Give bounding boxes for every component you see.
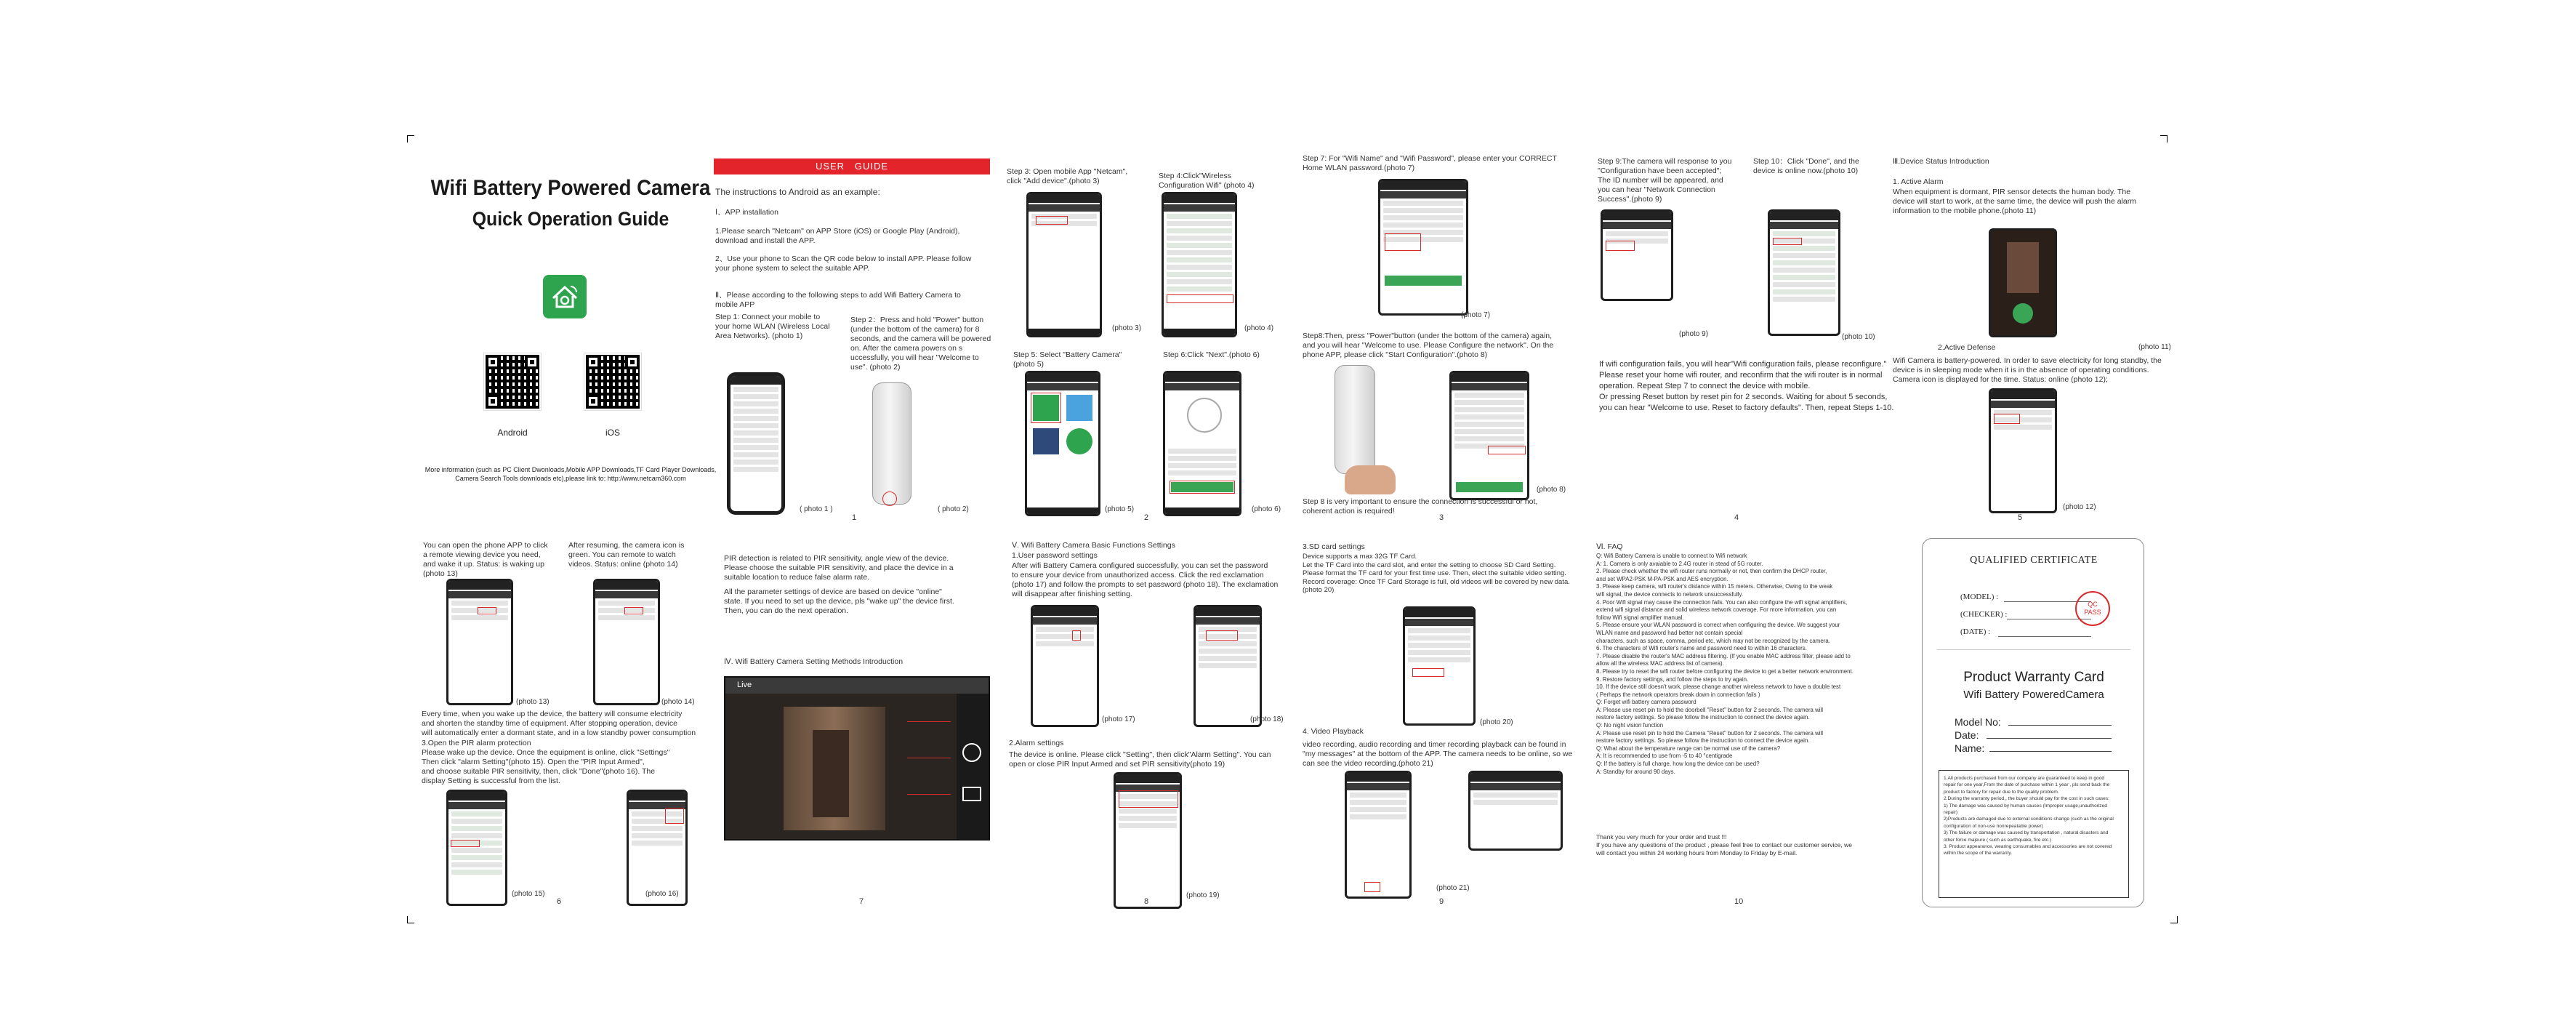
doorway-image bbox=[813, 730, 849, 817]
phone-screenshot-13 bbox=[446, 579, 513, 705]
password-settings-text: After wifi Battery Camera configured successfully, you can set the password to ensure your device from unauthorized access. Click the red exclamation (photo 17) and follow the prompts to set password (photo 18). The exclamation will disappear after finishing setting. bbox=[1012, 561, 1279, 598]
phone-screenshot-16 bbox=[627, 790, 688, 906]
faq-text: Q: Wifi Battery Camera is unable to connect to Wifi network A: 1. Camera is only avaiable to 2.4G router in stead of 5G router. 2. Please check whether the wifi router runs normally or not, then confirm the DHCP router, and set WPA2-PSK M-PA-PSK and AES encryption. 3. Please keep camera, wifi router's distance within 15 meters. Otherwise, Owing to the weak wifi signal, the device connects to network unsuccessfully. 4. Poor Wifi signal may cause the connection fails. You can also configure the wifi signal amplifiers, extend wifi signal distance and solid wireless network coverage. For more information, you can follow Wifi signal amplifier manual. 5. Please ensure your WLAN password is correct when configuring the device. We suggest your WLAN name and password had better not contain special characters, such as space, comma, period etc, which may not be recognized by the camera. 6. The characters of Wifi router's name and password need to within 16 characters. 7. Please disable the router's MAC address filtering. (If you enable MAC address filter, please add to allow all the wireless MAC address list of camera). 8. Please try to reset the wifi router before configuring the device to get a better network environment. 9. Restore factory settings, and follow the steps to try again. 10. If the device still doesn't work, please change another wireless network to have a double test ( Perhaps the network operators break down in connection fails ) Q: Forget wifi battery camera password A: Please use reset pin to hold the doorbell "Reset" button for 2 seconds. The camera will restore factory settings. So please follow the instruction to connect the device again. Q: No night vision function A: Please use reset pin to hold the Camera "Reset" button for 2 seconds. The camera will restore factory settings. So please follow the instruction to connect the device again. Q: What about the temperature range can be normal use of the camera? A: It is recommended to use from -5 to 40 °centigrade Q: If the battery is full charge, how long the device can be used? A: Standby for around 90 days. bbox=[1596, 553, 1853, 775]
step8-note: Step 8 is very important to ensure the connection is successful or not, coherent action is required! bbox=[1303, 497, 1538, 516]
camera-type-icon bbox=[1066, 395, 1092, 421]
add-camera-heading: Ⅱ、Please according to the following steps to add Wifi Battery Camera to mobile APP bbox=[715, 291, 961, 309]
photo18-caption: (photo 18) bbox=[1250, 715, 1284, 723]
warranty-terms-text: 1.All products purchased from our company are guaranteed to keep in good repair for one year,From the date of purchase within 1 year , pls send back the product to factory for repair due to the quality problem. 2.During the warranty period,, the buyer should pay for the cost in such cases: 1) The damage was caused by human causes (Improper usage,unauthorized repair) 2)Products are damaged due to external conditions change (such as the original configuration of non-use nonrepeatable power) 3) The failure or damage was caused by transportation , natural disasters and other force majeure ( such as earthquake, fire etc.) 3. Product appearance, wearing consumables and accessories are not covered within the scope of the warranty. bbox=[1944, 776, 2114, 857]
photo9-caption: (photo 9) bbox=[1679, 330, 1709, 338]
live-label: Live bbox=[737, 681, 752, 689]
certificate-title: QUALIFIED CERTIFICATE bbox=[1970, 555, 2098, 566]
sd-card-text: Device supports a max 32G TF Card. Let the TF Card into the card slot, and enter the setting to choose SD Card Setting. Please format the TF card for your first time use. Then, elect the suitable video setting. Record coverage: Once TF Card Storage is full, old videos will be covered by new data. (photo 20) bbox=[1303, 553, 1570, 594]
step3-text: Step 3: Open mobile App "Netcam", click "Add device".(photo 3) bbox=[1007, 167, 1128, 185]
wake-device-text: You can open the phone APP to click a remote viewing device you need, and wake it up. Status: is waking up (photo 13) bbox=[423, 541, 548, 578]
standby-text: Every time, when you wake up the device, the battery will consume electricity and shorten the standby time of equipment. After stopping operation, device will automatically enter a dormant state, and in a low standby power consumption bbox=[422, 710, 696, 737]
page-number: 3 bbox=[1439, 513, 1444, 522]
warranty-title: Product Warranty Card bbox=[1963, 670, 2104, 685]
parameter-settings-text: All the parameter settings of device are based on device "online" state. If you need to set up the device, pls "wake up" the device first. Then, you can do the next operation. bbox=[724, 587, 954, 615]
phone-screenshot-3 bbox=[1026, 192, 1102, 337]
photo1-caption: ( photo 1 ) bbox=[800, 505, 833, 513]
warranty-subtitle: Wifi Battery PoweredCamera bbox=[1963, 689, 2104, 701]
cover-subtitle: Quick Operation Guide bbox=[472, 208, 669, 230]
qc-pass-stamp bbox=[2075, 591, 2110, 626]
stamp-text: QC PASS bbox=[2084, 601, 2101, 616]
phone-screenshot-20 bbox=[1403, 606, 1476, 726]
setting-methods-heading: Ⅳ. Wifi Battery Camera Setting Methods Introduction bbox=[724, 657, 903, 666]
photo5-caption: (photo 5) bbox=[1105, 505, 1135, 513]
page-number: 6 bbox=[557, 897, 562, 906]
photo6-caption: (photo 6) bbox=[1252, 505, 1281, 513]
record-icon bbox=[962, 787, 981, 801]
phone-screenshot-6 bbox=[1163, 371, 1241, 516]
phone-screenshot-9 bbox=[1601, 209, 1673, 301]
crop-mark bbox=[2160, 135, 2168, 143]
step10-text: Step 10：Click "Done", and the device is online now.(photo 10) bbox=[1753, 157, 1859, 175]
camera-device-image bbox=[1335, 365, 1375, 474]
door-image bbox=[2007, 242, 2039, 293]
crop-mark bbox=[407, 916, 414, 923]
step1-text: Step 1: Connect your mobile to your home WLAN (Wireless Local Area Networks). (photo 1) bbox=[715, 313, 830, 340]
step7-text: Step 7: For "Wifi Name" and "Wifi Password", please enter your CORRECT Home WLAN password.(photo 7) bbox=[1303, 154, 1557, 172]
user-guide-banner bbox=[714, 159, 990, 174]
step6-text: Step 6:Click "Next".(photo 6) bbox=[1163, 350, 1260, 359]
photo17-caption: (photo 17) bbox=[1102, 715, 1135, 723]
camera-type-icon bbox=[1033, 428, 1059, 454]
pir-protection-title: 3.Open the PIR alarm protection bbox=[422, 739, 531, 747]
alarm-settings-text: The device is online. Please click "Setting", then click"Alarm Setting". You can open or close PIR Input Armed and set PIR sensitivity(photo 19) bbox=[1009, 750, 1271, 769]
active-defense-title: 2.Active Defense bbox=[1938, 343, 1996, 352]
answer-icon bbox=[2013, 303, 2033, 324]
phone-screenshot-19 bbox=[1114, 772, 1182, 909]
phone-screenshot-8 bbox=[1449, 371, 1529, 500]
photo19-caption: (photo 19) bbox=[1186, 891, 1220, 899]
faq-heading: Ⅵ. FAQ bbox=[1596, 542, 1623, 551]
camera-device-image bbox=[872, 382, 911, 505]
phone-screenshot-1 bbox=[727, 372, 785, 515]
phone-screenshot-5 bbox=[1025, 371, 1100, 516]
photo4-caption: (photo 4) bbox=[1244, 324, 1274, 332]
phone-screenshot-11 bbox=[1989, 228, 2057, 337]
checker-label: (CHECKER) : bbox=[1960, 610, 2008, 619]
app-qr-text: 2、Use your phone to Scan the QR code below to install APP. Please follow your phone system to select the suitable APP. bbox=[715, 254, 972, 273]
phone-screenshot-18 bbox=[1194, 605, 1262, 727]
photo14-caption: (photo 14) bbox=[661, 698, 695, 706]
qr-code-android bbox=[484, 353, 541, 410]
date-line bbox=[1998, 636, 2091, 637]
microphone-icon bbox=[962, 743, 981, 762]
next-button bbox=[1385, 276, 1462, 286]
sd-card-title: 3.SD card settings bbox=[1303, 542, 1365, 551]
video-playback-text: video recording, audio recording and timer recording playback can be found in "my messages" at the bottom of the APP. The camera needs to be online, so we can see the video recording.(photo 21) bbox=[1303, 740, 1573, 768]
live-view-screenshot bbox=[724, 676, 990, 841]
password-settings-title: 1.User password settings bbox=[1012, 551, 1098, 560]
start-configuration-button bbox=[1456, 482, 1523, 492]
phone-screenshot-17 bbox=[1031, 605, 1099, 727]
step8-text: Step8:Then, press "Power"button (under the bottom of the camera) again, and you will hear "Welcome to use. Please Configure the network". On the phone APP, please click "Start Configuration".(photo 8) bbox=[1303, 332, 1554, 359]
cover-panel bbox=[414, 167, 727, 494]
step9-text: Step 9:The camera will response to you "Configuration have been accepted"; The ID number will be appeared, and you can hear "Network Connection Success".(photo 9) bbox=[1598, 157, 1732, 204]
control-panel bbox=[957, 694, 989, 839]
app-search-text: 1.Please search "Netcam" on APP Store (iOS) or Google Play (Android), download and install the APP. bbox=[715, 227, 960, 245]
phone-screenshot-4 bbox=[1162, 192, 1237, 337]
date-field-line bbox=[1987, 738, 2112, 739]
warranty-terms-box bbox=[1939, 770, 2129, 898]
page-number: 9 bbox=[1439, 897, 1444, 906]
pir-protection-text: Please wake up the device. Once the equipment is online, click "Settings" Then click "alarm Setting"(photo 15). Open the "PIR Input Armed", and choose suitable PIR sensitivity, then, click "Done"(photo 16). The display Setting is successful from the list. bbox=[422, 748, 670, 785]
photo15-caption: (photo 15) bbox=[512, 890, 545, 898]
photo13-caption: (photo 13) bbox=[516, 698, 550, 706]
crop-mark bbox=[407, 135, 414, 143]
crop-mark bbox=[2170, 916, 2178, 923]
page-number: 8 bbox=[1144, 897, 1149, 906]
qr-label-android: Android bbox=[497, 428, 528, 438]
pir-detection-text: PIR detection is related to PIR sensitivity, angle view of the device. Please choose the suitable PIR sensitivity, and place the device in a suitable location to reduce false alarm rate. bbox=[724, 554, 954, 582]
active-alarm-title: 1. Active Alarm bbox=[1893, 177, 1944, 186]
model-no-label: Model No: bbox=[1955, 716, 2001, 728]
card-divider bbox=[1937, 649, 2130, 650]
page-number: 2 bbox=[1144, 513, 1149, 522]
page-number: 7 bbox=[859, 897, 864, 906]
qr-label-ios: iOS bbox=[605, 428, 620, 438]
banner-text: USER GUIDE bbox=[815, 161, 889, 172]
photo21-caption: (photo 21) bbox=[1436, 884, 1470, 892]
thanks-text: Thank you very much for your order and trust !!! If you have any questions of the product , please feel free to contact our customer service, we will contact you within 24 working hours from Monday to Friday by E-mail. bbox=[1596, 833, 1852, 857]
photo11-caption: (photo 11) bbox=[2138, 343, 2171, 351]
page-number: 10 bbox=[1734, 897, 1744, 906]
step4-text: Step 4:Click"Wireless Configuration Wifi" (photo 4) bbox=[1159, 172, 1255, 190]
intro-text: The instructions to Android as an example: bbox=[715, 187, 880, 197]
photo12-caption: (photo 12) bbox=[2063, 503, 2096, 511]
phone-screenshot-21a bbox=[1345, 771, 1412, 899]
photo7-caption: (photo 7) bbox=[1461, 311, 1491, 319]
photo3-caption: (photo 3) bbox=[1112, 324, 1142, 332]
phone-screenshot-14 bbox=[593, 579, 660, 705]
photo2-caption: ( photo 2) bbox=[938, 505, 969, 513]
live-view-header bbox=[725, 678, 989, 694]
phone-screenshot-15 bbox=[446, 790, 507, 906]
phone-screenshot-21b bbox=[1468, 771, 1563, 851]
name-label: Name: bbox=[1955, 742, 1985, 754]
phone-screenshot-10 bbox=[1768, 209, 1840, 336]
photo8-caption: (photo 8) bbox=[1537, 486, 1566, 494]
page-number: 4 bbox=[1734, 513, 1739, 522]
app-logo-icon bbox=[543, 275, 587, 318]
active-alarm-text: When equipment is dormant, PIR sensor detects the human body. The device will start to work, at the same time, the device will push the alarm information to the mobile phone.(photo 11) bbox=[1893, 188, 2136, 215]
date-label: (DATE) : bbox=[1960, 627, 1991, 636]
alarm-settings-title: 2.Alarm settings bbox=[1009, 739, 1064, 747]
phone-screenshot-7 bbox=[1378, 179, 1468, 316]
photo16-caption: (photo 16) bbox=[645, 890, 679, 898]
cover-title: Wifi Battery Powered Camera bbox=[430, 176, 711, 200]
name-line bbox=[1989, 751, 2112, 752]
callout-line bbox=[907, 794, 951, 795]
page-number: 1 bbox=[852, 513, 857, 522]
device-status-heading: Ⅲ.Device Status Introduction bbox=[1893, 157, 1989, 166]
hand-pressing-image bbox=[1345, 465, 1396, 494]
callout-line bbox=[907, 721, 951, 722]
active-defense-text: Wifi Camera is battery-powered. In order to save electricity for long standby, the device is in sleeping mode when it is in the absence of operating conditions. Camera icon is displayed for the time. Status: online (photo 12); bbox=[1893, 356, 2162, 384]
video-playback-title: 4. Video Playback bbox=[1303, 727, 1364, 736]
camera-online-text: After resuming, the camera icon is green. You can remote to watch videos. Status: online (photo 14) bbox=[568, 541, 685, 569]
model-label: (MODEL) : bbox=[1960, 593, 1999, 601]
photo20-caption: (photo 20) bbox=[1480, 718, 1513, 726]
app-installation-heading: Ⅰ、APP installation bbox=[715, 208, 778, 217]
step5-text: Step 5: Select "Battery Camera" (photo 5) bbox=[1013, 350, 1122, 369]
model-no-line bbox=[2008, 725, 2112, 726]
warranty-card bbox=[1922, 538, 2144, 907]
qr-code-ios bbox=[584, 353, 641, 410]
config-fail-text: If wifi configuration fails, you will hear"Wifi configuration fails, please reconfigure." Please reset your home wifi router, and reconfirm that the wifi router is in normal operation. Repeat Step 7 to connect the device with mobile. Or pressing Reset button by reset pin for 2 seconds. Waiting for about 5 seconds, you can hear "Welcome to use. Reset to factory defaults". Then, repeat Steps 1-10. bbox=[1599, 360, 1894, 412]
basic-functions-heading: Ⅴ. Wifi Battery Camera Basic Functions Settings bbox=[1012, 541, 1175, 550]
date-field-label: Date: bbox=[1955, 729, 1979, 741]
step2-text: Step 2：Press and hold "Power" button (under the bottom of the camera) for 8 seconds, and the camera will be powered on. After the camera powers on s uccessfully, you will hear "Welcome to use". (photo 2) bbox=[850, 316, 991, 372]
page-number: 5 bbox=[2018, 513, 2023, 522]
phone-screenshot-12 bbox=[1989, 388, 2057, 513]
power-button-highlight bbox=[882, 492, 897, 506]
camera-type-icon bbox=[1066, 428, 1092, 454]
wifi-icon bbox=[1187, 398, 1222, 433]
photo10-caption: (photo 10) bbox=[1842, 333, 1875, 341]
more-info-text: More information (such as PC Client Dwonloads,Mobile APP Downloads,TF Card Player Downloads, Camera Search Tools downloads etc),please link to: http://www.netcam360.com bbox=[424, 466, 717, 482]
